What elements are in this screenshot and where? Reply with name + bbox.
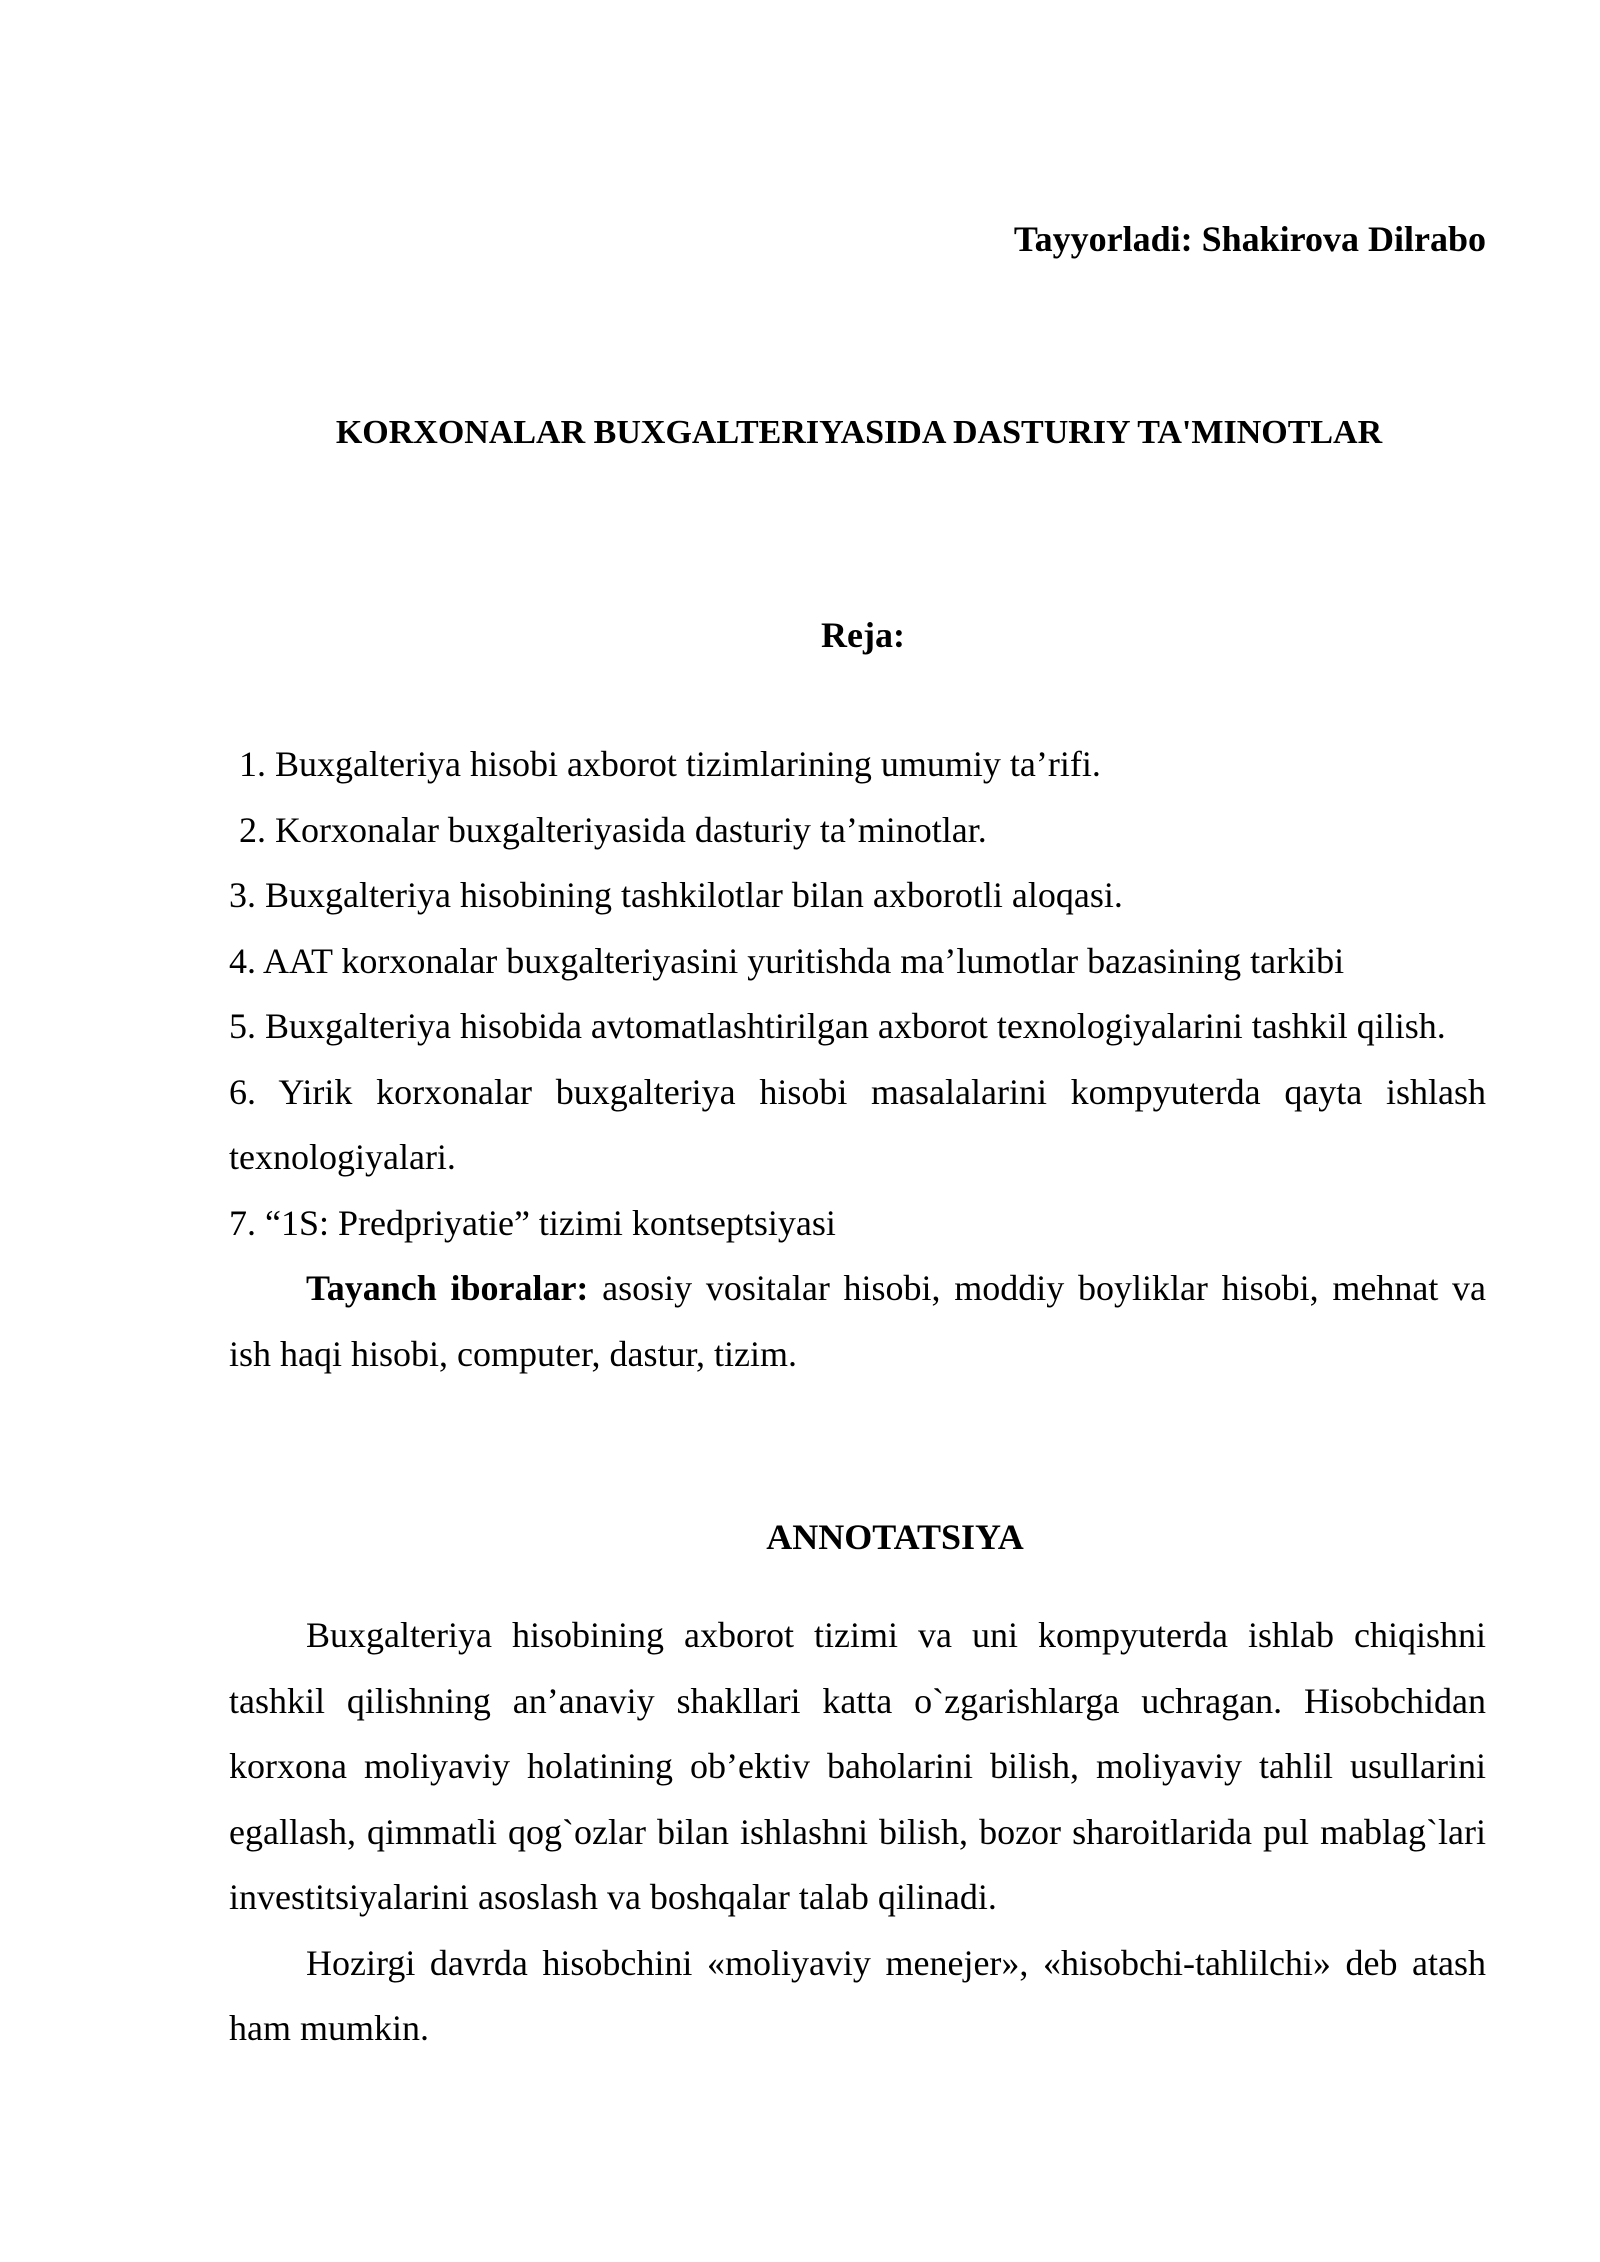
- plan-item: 2. Korxonalar buxgalteriyasida dasturiy ta’minotlar.: [239, 809, 987, 850]
- plan-item: 7. “1S: Predpriyatie” tizimi kontseptsiyasi: [229, 1202, 836, 1243]
- plan-section: [229, 732, 1486, 1387]
- annotation-heading: ANNOTATSIYA: [766, 1517, 1024, 1557]
- keywords-text: asosiy vositalar hisobi, moddiy boyliklar hisobi, mehnat va ish haqi hisobi, computer, dastur, tizim.: [229, 1268, 1487, 1374]
- plan-item: 4. AAT korxonalar buxgalteriyasini yuritishda ma’lumotlar bazasining tarkibi: [229, 940, 1345, 981]
- plan-item: 5. Buxgalteriya hisobida avtomatlashtirilgan axborot texnologiyalarini tashkil qilish.: [229, 1006, 1446, 1046]
- keywords-label: Tayanch iboralar:: [306, 1268, 589, 1308]
- annotation-paragraph: Hozirgi davrda hisobchini «moliyaviy menejer», «hisobchi-tahlilchi» deb atash ham mumkin.: [229, 1942, 1486, 2048]
- plan-item: 1. Buxgalteriya hisobi axborot tizimlarining umumiy ta’rifi.: [239, 744, 1101, 784]
- author-line: Tayyorladi: Shakirova Dilrabo: [1013, 219, 1486, 259]
- plan-item: 6. Yirik korxonalar buxgalteriya hisobi masalalarini kompyuterda qayta ishlash texnologiyalari.: [229, 1071, 1486, 1177]
- plan-list: [229, 732, 1486, 1256]
- document-title: KORXONALAR BUXGALTERIYASIDA DASTURIY TA'MINOTLAR: [335, 414, 1383, 451]
- plan-heading: Reja:: [821, 615, 905, 655]
- annotation-paragraph: Buxgalteriya hisobining axborot tizimi va uni kompyuterda ishlab chiqishni tashkil qilishning an’anaviy shakllari katta o`zgarishlarga uchragan. Hisobchidan korxona moliyaviy holatining ob’ektiv baholarini bilish, moliyaviy tahlil usullarini egallash, qimmatli qog`ozlar bilan ishlashni bilish, bozor sharoitlarida pul mablag`lari investitsiyalarini asoslash va boshqalar talab qilinadi.: [229, 1615, 1486, 1917]
- keywords-paragraph: [229, 1256, 1486, 1387]
- annotation-body: [229, 1603, 1486, 2062]
- plan-item: 3. Buxgalteriya hisobining tashkilotlar bilan axborotli aloqasi.: [229, 875, 1123, 915]
